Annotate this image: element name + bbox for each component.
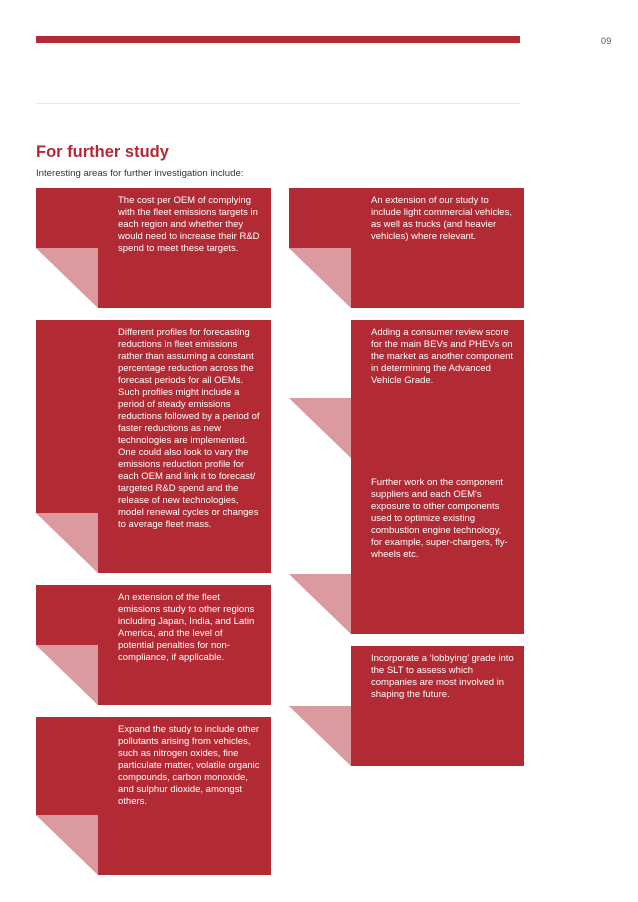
study-card [36, 188, 271, 308]
card-text: Adding a consumer review score for the main BEVs and PHEVs on the market as another component in determining the Advanced Vehicle Grade. [371, 327, 514, 386]
study-card [289, 188, 524, 308]
divider [36, 103, 520, 104]
header-bar [36, 36, 520, 43]
study-card [36, 320, 271, 573]
study-card [289, 320, 524, 470]
card-strip [289, 646, 351, 706]
page-number: 09 [601, 36, 612, 46]
section-heading: For further study [36, 143, 169, 161]
card-strip [289, 320, 351, 398]
card-text: Further work on the component suppliers and each OEM's exposure to other components used to optimize existing combustion engine technology, for example, super-chargers, fly-wheels etc. [371, 477, 508, 560]
card-text: Incorporate a ‘lobbying’ grade into the SLT to assess which companies are most involved in shaping the future. [371, 653, 514, 700]
card-text: An extension of our study to include light commercial vehicles, as well as trucks (and heavier vehicles) where relevant. [371, 195, 512, 242]
study-card [289, 646, 524, 766]
card-text: The cost per OEM of complying with the fleet emissions targets in each region and whether they would need to increase their R&D spend to meet these targets. [118, 195, 260, 254]
card-text: Different profiles for forecasting reductions in fleet emissions rather than assuming a constant percentage reduction across the forecast periods for all OEMs. Such profiles might include a period of steady emissions reductions followed by a period of faster reductions as new technologies are implemented. One could also look to vary the emissions reduction profile for each OEM and link it to forecast/ targeted R&D spend and the release of new technologies, model renewal cycles or changes to average fleet mass. [118, 327, 260, 530]
study-card [289, 470, 524, 634]
study-card [36, 585, 271, 705]
intro-text: Interesting areas for further investigation include: [36, 168, 244, 179]
card-text: An extension of the fleet emissions study to other regions including Japan, India, and Latin America, and the level of potential penalties for non-compliance, if applicable. [118, 592, 255, 663]
card-text: Expand the study to include other pollutants arising from vehicles, such as nitrogen oxides, fine particulate matter, volatile organic compounds, carbon monoxide, and sulphur dioxide, amongst others. [118, 724, 260, 807]
card-strip [289, 458, 351, 470]
card-strip [289, 470, 351, 574]
study-card [36, 717, 271, 875]
